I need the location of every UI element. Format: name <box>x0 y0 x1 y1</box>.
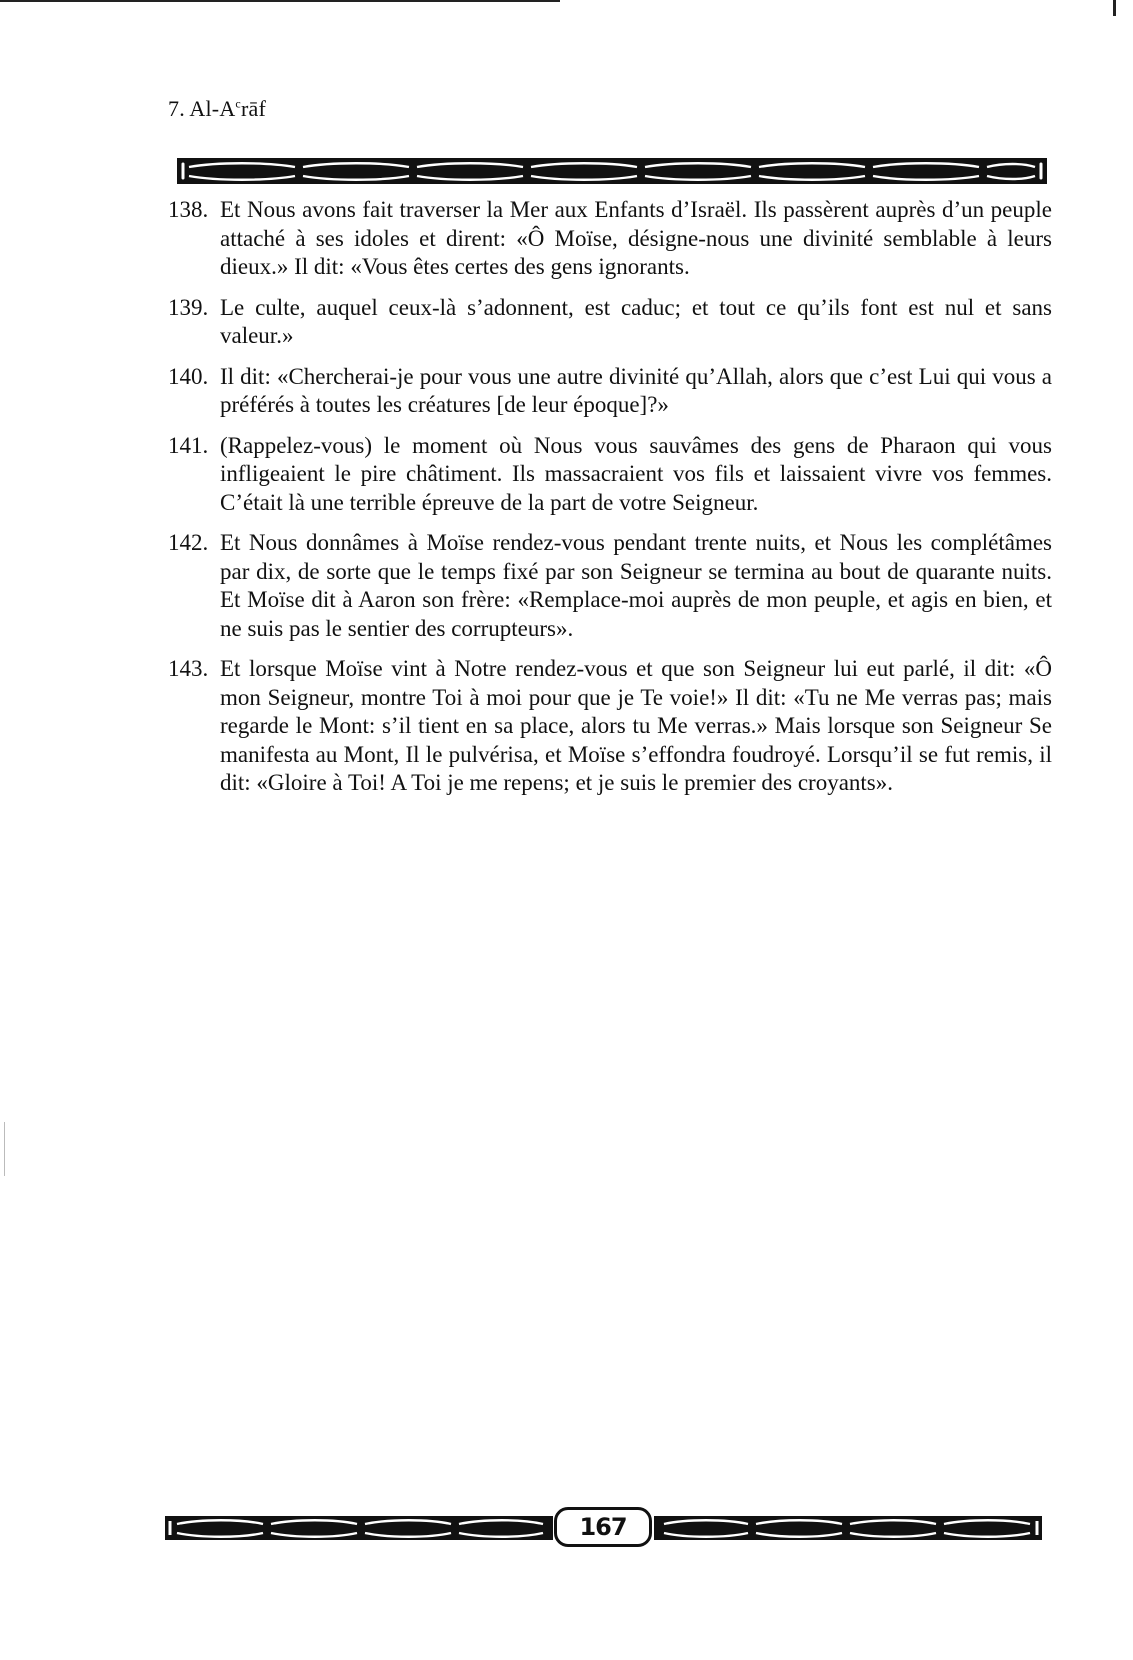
verse-142 <box>168 529 1052 643</box>
verse-140 <box>168 363 1052 420</box>
verse-text: Le culte, auquel ceux-là s’adonnent, est caduc; et tout ce qu’ils font est nul et sans valeur.» <box>220 294 1052 348</box>
verse-text: Et lorsque Moïse vint à Notre rendez-vous et que son Seigneur lui eut parlé, il dit: «Ô mon Seigneur, montre Toi à moi pour que je Te voie!» Il dit: «Tu ne Me verras pas; mais regarde le Mont: s’il tient en sa place, alors tu Me verras.» Mais lorsque son Seigneur Se manifesta au Mont, Il le pulvérisa, et Moïse s’effondra foudroyé. Lorsqu’il se fut remis, il dit: «Gloire à Toi! A Toi je me repens; et je suis le premier des croyants». <box>220 656 1052 795</box>
verse-list <box>168 196 1052 810</box>
verse-139 <box>168 294 1052 351</box>
top-rule <box>0 0 560 2</box>
verse-number: 139. <box>168 294 209 320</box>
verse-text: Et Nous avons fait traverser la Mer aux Enfants d’Israël. Ils passèrent auprès d’un peuple attaché à ses idoles et dirent: «Ô Moïse, désigne-nous une divinité semblable à leurs dieux.» Il dit: «Vous êtes certes des gens ignorants. <box>220 197 1052 279</box>
ornamental-band-bottom-left <box>165 1516 553 1540</box>
page-header <box>168 96 266 122</box>
verse-text: Il dit: «Chercherai-je pour vous une autre divinité qu’Allah, alors que c’est Lui qui vous a préférés à toutes les créatures [de leur époque]?» <box>220 363 1052 417</box>
verse-number: 140. <box>168 363 209 389</box>
verse-number: 143. <box>168 656 209 681</box>
verse-138 <box>168 196 1052 282</box>
ornamental-band-top <box>177 158 1047 184</box>
verse-141 <box>168 432 1052 518</box>
verse-text: Et Nous donnâmes à Moïse rendez-vous pendant trente nuits, et Nous les complétâmes par dix, de sorte que le temps fixé par son Seigneur se termina au bout de quarante nuits. Et Moïse dit à Aaron son frère: «Remplace-moi auprès de mon peuple, et agis en bien, et ne suis pas le sentier des corrupteurs». <box>220 530 1052 641</box>
verse-number: 141. <box>168 432 209 458</box>
corner-mark <box>1113 0 1116 16</box>
ornamental-band-bottom-right <box>654 1516 1042 1540</box>
verse-text: (Rappelez-vous) le moment où Nous vous sauvâmes des gens de Pharaon qui vous infligeaient le pire châtiment. Ils massacraient vos fils et laissaient vivre vos femmes. C’était là une terrible épreuve de la part de votre Seigneur. <box>220 432 1052 515</box>
page-number: 167 <box>554 1507 652 1547</box>
chapter-number: 7. <box>168 96 185 121</box>
verse-number: 142. <box>168 530 209 555</box>
chapter-title: $Al-A^crāf$ <box>189 96 266 121</box>
verse-number: 138. <box>168 197 209 222</box>
verse-143 <box>168 655 1052 798</box>
scan-margin-mark <box>4 1122 5 1176</box>
